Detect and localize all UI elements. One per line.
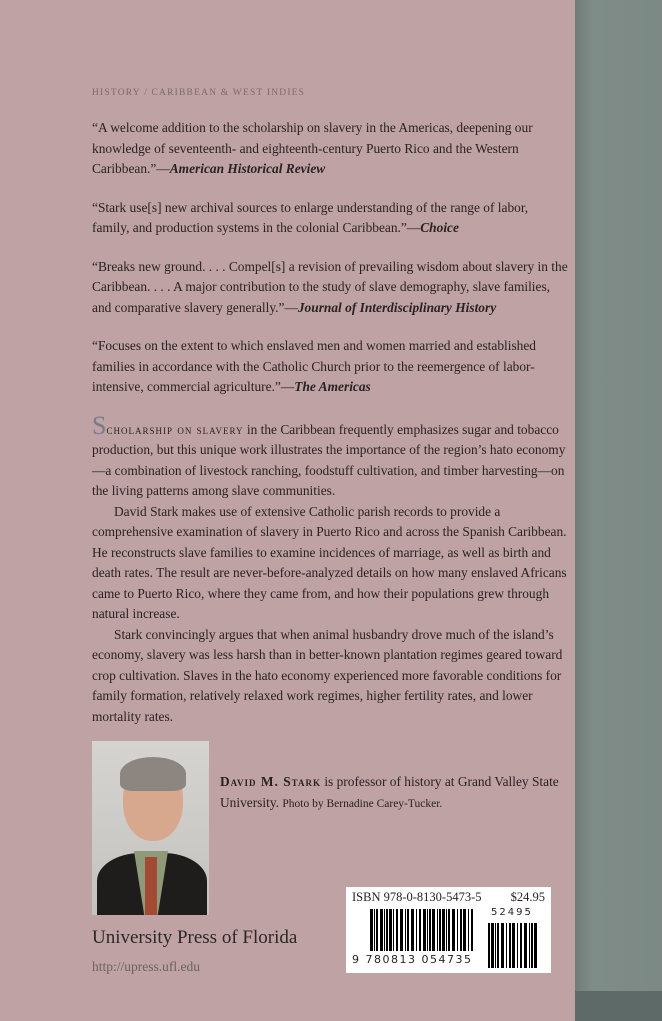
- review-quote: [92, 336, 568, 398]
- author-and-publisher: [92, 741, 568, 981]
- ean-barcode: [370, 909, 482, 951]
- barcode-bar: [491, 923, 494, 968]
- barcode-box: [346, 887, 551, 973]
- description-paragraph: Stark convincingly argues that when animal husbandry drove much of the island’s economy, slavery was less harsh than in better-known plantation regimes geared toward crop cultivation. Slaves in the hato economy experienced more favorable conditions for family formation, relatively relaxed work regimes, higher fertility rates, and lower mortality rates.: [92, 626, 563, 724]
- barcode-bar: [501, 923, 504, 968]
- barcode-bar: [488, 923, 490, 968]
- drop-cap: S: [92, 410, 107, 440]
- barcode-bar: [529, 923, 530, 968]
- photo-tie: [145, 857, 157, 915]
- quote-text: “Breaks new ground. . . . Compel[s] a revision of prevailing wisdom about slavery in the Caribbean. . . . A major contribution to the study of slave demography, slave families, and comparative slavery generally.”—: [92, 258, 568, 315]
- barcode-bar: [448, 909, 450, 951]
- quote-text: “Focuses on the extent to which enslaved men and women married and established families in accordance with the Catholic Church prior to the reemergence of labor-intensive, commercial agriculture.”—: [92, 338, 536, 394]
- review-quote: [92, 198, 568, 239]
- book-description: [92, 410, 568, 728]
- barcode-bar: [468, 909, 469, 951]
- barcode-bar: [429, 909, 431, 951]
- spine-edge: [575, 0, 662, 1021]
- quote-source: Choice: [420, 220, 459, 235]
- barcode-bar: [384, 909, 385, 951]
- barcode-bar: [460, 909, 462, 951]
- review-quotes: [92, 118, 568, 416]
- author-name: David M. Stark: [220, 774, 321, 789]
- barcode-bar: [374, 909, 375, 951]
- quote-source: Journal of Interdisciplinary History: [297, 299, 497, 315]
- barcode-bar: [524, 923, 527, 968]
- barcode-bar: [432, 909, 435, 951]
- barcode-bar: [423, 909, 426, 951]
- author-bio: [220, 771, 560, 815]
- price-text: $24.95: [510, 890, 545, 904]
- quote-source: The Americas: [294, 379, 371, 394]
- barcode-bar: [457, 909, 458, 951]
- barcode-bar: [517, 923, 518, 968]
- barcode-bar: [463, 909, 466, 951]
- barcode-bar: [370, 909, 373, 951]
- barcode-bar: [376, 909, 378, 951]
- barcode-bar: [471, 909, 473, 951]
- barcode-bar: [520, 923, 522, 968]
- barcode-bar: [419, 909, 421, 951]
- back-cover-content: [92, 0, 568, 1021]
- category-label: HISTORY / CARIBBEAN & WEST INDIES: [92, 88, 306, 98]
- barcode-bar: [452, 909, 455, 951]
- photo-hair: [120, 757, 186, 791]
- barcode-bar: [442, 909, 445, 951]
- barcode-bar: [416, 909, 417, 951]
- paragraph-text: in the Caribbean frequently emphasizes sugar and tobacco production, but this unique work illustrates the importance of the region’s hato economy—a combination of livestock ranching, foodstuff cultivation, and timber harvesting—on the living patterns among slave communities.: [92, 421, 566, 498]
- description-paragraph: David Stark makes use of extensive Catholic parish records to provide a comprehensive examination of slavery in Puerto Rico and across the Spanish Caribbean. He reconstructs slave families to examine incidences of marriage, as well as birth and death rates. The result are never-before-analyzed details on how many enslaved Africans came to Puerto Rico, where they came from, and how their populations grew through natural increase.: [92, 503, 567, 621]
- barcode-bar: [497, 923, 499, 968]
- quote-text: “Stark use[s] new archival sources to enlarge understanding of the range of labor, family, and production systems in the colonial Caribbean.”—: [92, 199, 529, 235]
- barcode-bar: [531, 923, 533, 968]
- lead-in: cholarship on slavery: [106, 421, 244, 437]
- barcode-bar: [405, 909, 406, 951]
- quote-text: “A welcome addition to the scholarship on slavery in the Americas, deepening our knowledge of seventeenth- and eighteenth-century Puerto Rico and the Western Caribbean.”—: [92, 120, 533, 176]
- barcode-bar: [427, 909, 428, 951]
- barcode-bar: [509, 923, 511, 968]
- spine-edge-shadow: [575, 991, 662, 1021]
- isbn-text: ISBN 978-0-8130-5473-5: [352, 890, 482, 904]
- quote-source: American Historical Review: [169, 161, 326, 176]
- barcode-bar: [380, 909, 383, 951]
- barcode-bar: [396, 909, 398, 951]
- barcode-bar: [386, 909, 388, 951]
- price-code: 52495: [491, 907, 533, 918]
- price-barcode: [488, 923, 542, 968]
- barcode-bar: [512, 923, 515, 968]
- barcode-bar: [407, 909, 409, 951]
- publisher-url[interactable]: http://upress.ufl.edu: [92, 959, 200, 974]
- barcode-bar: [389, 909, 392, 951]
- barcode-bar: [446, 909, 447, 951]
- barcode-bar: [506, 923, 507, 968]
- review-quote: [92, 118, 568, 180]
- author-photo: [92, 741, 209, 915]
- barcode-bar: [495, 923, 496, 968]
- publisher-name: University Press of Florida: [92, 927, 298, 948]
- barcode-bar: [534, 923, 537, 968]
- ean-number: 9 780813 054735: [352, 953, 473, 966]
- barcode-bar: [400, 909, 403, 951]
- review-quote: [92, 257, 568, 319]
- barcode-bar: [439, 909, 441, 951]
- barcode-bar: [393, 909, 394, 951]
- description-paragraph: [92, 410, 568, 502]
- photo-credit: Photo by Bernadine Carey-Tucker.: [282, 798, 443, 810]
- bio-text: is professor of history at Grand Valley State University.: [220, 774, 559, 810]
- barcode-bar: [437, 909, 438, 951]
- barcode-bar: [411, 909, 414, 951]
